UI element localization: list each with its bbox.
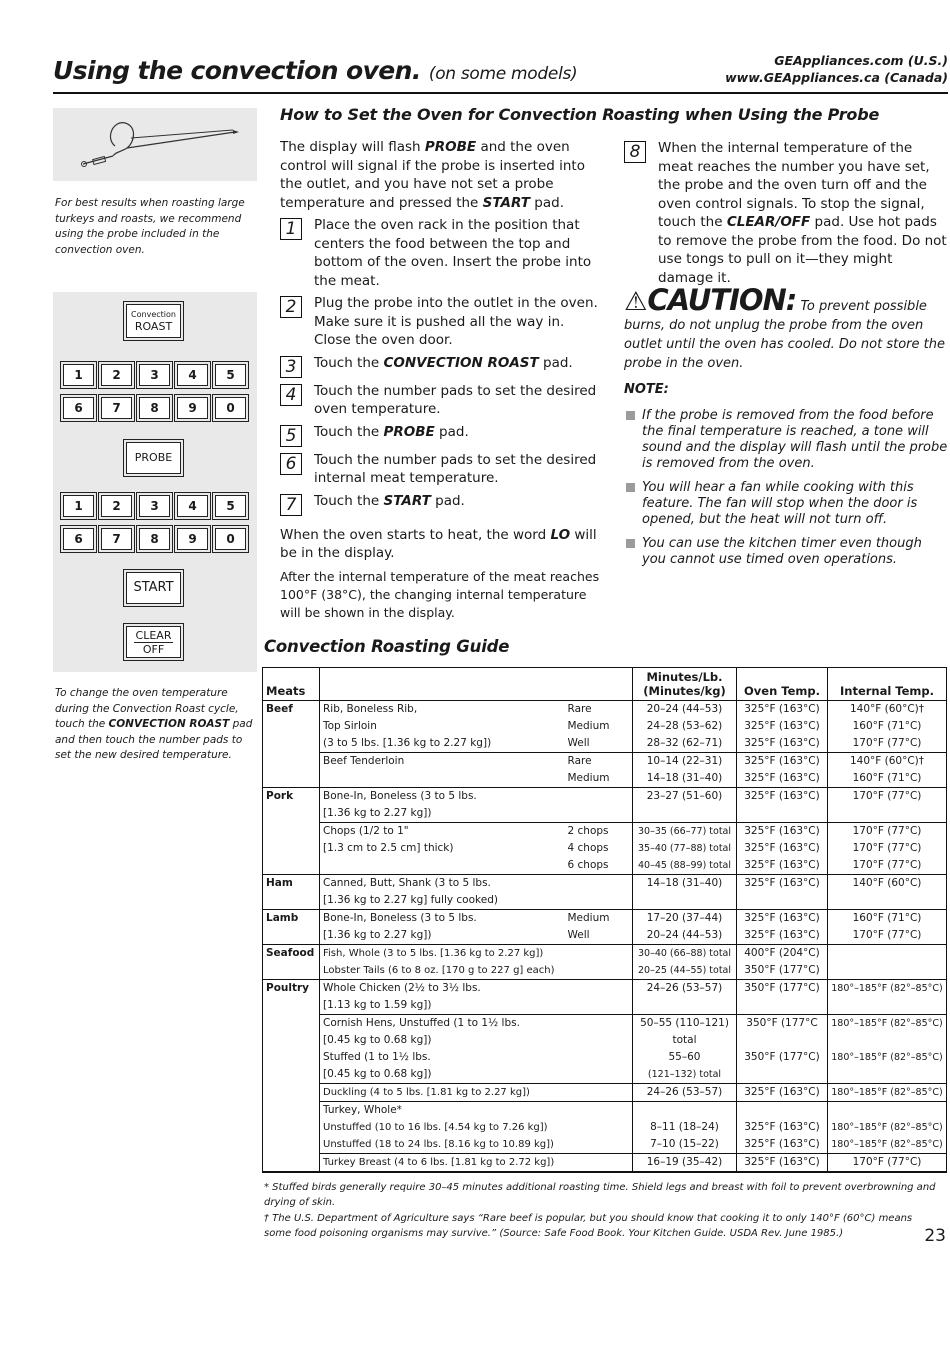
internal-temp-cell: 170°F (77°C) [828, 857, 947, 875]
internal-temp-cell: 180°–185°F (82°–85°C) [828, 1015, 947, 1033]
note-item: If the probe is removed from the food before the final temperature is reached, a tone will sound and the display will flash until the probe is removed from the oven. [624, 408, 948, 472]
oven-temp-cell: 325°F (163°C) [737, 927, 828, 945]
digit-key: 1 [63, 364, 94, 386]
doneness-cell: Medium [565, 718, 633, 735]
cut-cell: [1.13 kg to 1.59 kg]) [320, 997, 565, 1015]
minutes-cell: 14–18 (31–40) [633, 770, 737, 788]
bullet-square-icon [626, 411, 635, 420]
internal-temp-cell [828, 1066, 947, 1084]
table-row [263, 1136, 947, 1154]
oven-temp-cell [737, 1066, 828, 1084]
oven-temp-cell: 325°F (163°C) [737, 701, 828, 719]
digit-key: 8 [139, 528, 170, 550]
meat-cell [263, 718, 320, 735]
minutes-cell [633, 805, 737, 823]
step-number: 7 [280, 494, 302, 516]
after-paragraph: After the internal temperature of the meat reaches 100°F (38°C), the changing internal temperature will be shown in the display. [280, 568, 600, 620]
minutes-cell: 40–45 (88–99) total [633, 857, 737, 875]
digit-key: 3 [139, 495, 170, 517]
website-links [725, 52, 948, 86]
meat-cell [263, 1066, 320, 1084]
step-2: 2 Plug the probe into the outlet in the oven. Make sure it is pushed all the way in. Close the oven door. [280, 294, 605, 350]
meat-cell [263, 1136, 320, 1154]
minutes-cell: 17–20 (37–44) [633, 910, 737, 928]
minutes-cell: 35–40 (77–88) total [633, 840, 737, 857]
digit-key: 5 [215, 495, 246, 517]
caution-block [624, 283, 948, 373]
internal-temp-cell: 170°F (77°C) [828, 788, 947, 806]
step-6: 6 Touch the number pads to set the desired internal meat temperature. [280, 451, 605, 488]
doneness-cell: Medium [565, 910, 633, 928]
header-internal-temp: Internal Temp. [828, 668, 947, 701]
doneness-cell [565, 1032, 633, 1049]
cut-cell: Bone-In, Boneless (3 to 5 lbs. [320, 788, 565, 806]
doneness-cell: 6 chops [565, 857, 633, 875]
instructions-column-right [624, 139, 948, 568]
table-row [263, 753, 947, 771]
cut-cell: [1.36 kg to 2.27 kg] fully cooked) [320, 892, 565, 910]
page-number: 23 [924, 1226, 946, 1246]
internal-temp-cell: 160°F (71°C) [828, 770, 947, 788]
table-row [263, 910, 947, 928]
oven-temp-cell: 325°F (163°C) [737, 718, 828, 735]
doneness-cell: 4 chops [565, 840, 633, 857]
step-7: 7 Touch the START pad. [280, 492, 605, 516]
convection-roast-key-bottom: ROAST [134, 320, 173, 333]
internal-temp-cell [828, 1102, 947, 1120]
table-row [263, 718, 947, 735]
guide-title: Convection Roasting Guide [264, 637, 510, 656]
meat-cell [263, 1154, 320, 1173]
cut-cell [320, 857, 565, 875]
step-number: 1 [280, 218, 302, 240]
step-8: 8 When the internal temperature of the meat reaches the number you have set, the probe and the oven turn off and the oven control signals. To stop the signal, touch the CLEAR/OFF pad. Use hot pads to remove the probe from the food. Do not use tongs to pull on it—they might damage it. [624, 139, 948, 287]
oven-temp-cell: 400°F (204°C) [737, 945, 828, 963]
table-row [263, 1154, 947, 1173]
doneness-cell [565, 892, 633, 910]
internal-temp-cell [828, 962, 947, 980]
cut-cell: Lobster Tails (6 to 8 oz. [170 g to 227 g] each) [320, 962, 565, 980]
control-panel-illustration [53, 292, 257, 672]
header-blank [320, 668, 633, 701]
internal-temp-cell: 180°–185°F (82°–85°C) [828, 1084, 947, 1102]
table-row [263, 770, 947, 788]
doneness-cell: 2 chops [565, 823, 633, 841]
internal-temp-cell: 180°–185°F (82°–85°C) [828, 1136, 947, 1154]
page-title: Using the convection oven. (on some models) [53, 56, 578, 85]
doneness-cell [565, 805, 633, 823]
meat-cell [263, 962, 320, 980]
table-row [263, 1084, 947, 1102]
internal-temp-cell [828, 805, 947, 823]
cut-cell: [1.36 kg to 2.27 kg]) [320, 805, 565, 823]
internal-temp-cell [828, 892, 947, 910]
minutes-cell: 20–24 (44–53) [633, 701, 737, 719]
bullet-square-icon [626, 483, 635, 492]
minutes-cell: (121–132) total [633, 1066, 737, 1084]
table-row [263, 1066, 947, 1084]
cut-cell: Chops (1/2 to 1" [320, 823, 565, 841]
meat-cell: Beef [263, 701, 320, 719]
cut-cell [320, 770, 565, 788]
table-row [263, 980, 947, 998]
doneness-cell [565, 997, 633, 1015]
minutes-cell: 55–60 [633, 1049, 737, 1066]
site-canada: www.GEAppliances.ca (Canada) [725, 70, 948, 85]
meat-cell [263, 927, 320, 945]
oven-temp-cell [737, 1032, 828, 1049]
meat-cell: Lamb [263, 910, 320, 928]
cut-cell: Beef Tenderloin [320, 753, 565, 771]
internal-temp-cell: 160°F (71°C) [828, 718, 947, 735]
oven-temp-cell: 325°F (163°C) [737, 840, 828, 857]
digit-key: 0 [215, 397, 246, 419]
lo-paragraph: When the oven starts to heat, the word LO will be in the display. [280, 526, 597, 561]
digit-key: 4 [177, 364, 208, 386]
meat-cell [263, 770, 320, 788]
doneness-cell [565, 1066, 633, 1084]
internal-temp-cell: 170°F (77°C) [828, 1154, 947, 1173]
step-number: 2 [280, 296, 302, 318]
doneness-cell [565, 788, 633, 806]
digit-key: 8 [139, 397, 170, 419]
table-row [263, 892, 947, 910]
digit-key: 6 [63, 397, 94, 419]
minutes-cell: 8–11 (18–24) [633, 1119, 737, 1136]
digit-key: 9 [177, 397, 208, 419]
cut-cell: Unstuffed (10 to 16 lbs. [4.54 kg to 7.26 kg]) [320, 1119, 565, 1136]
meat-cell [263, 857, 320, 875]
minutes-cell: 24–26 (53–57) [633, 980, 737, 998]
section-heading: How to Set the Oven for Convection Roasting when Using the Probe [280, 105, 880, 124]
meat-cell [263, 1049, 320, 1066]
digit-key: 9 [177, 528, 208, 550]
step-1: 1 Place the oven rack in the position that centers the food between the top and bottom of the oven. Insert the probe into the meat. [280, 216, 605, 290]
table-row [263, 997, 947, 1015]
meat-cell [263, 735, 320, 753]
meat-cell: Pork [263, 788, 320, 806]
off-key-label: OFF [142, 642, 165, 656]
doneness-cell [565, 875, 633, 893]
meat-cell [263, 1015, 320, 1033]
internal-temp-cell [828, 1032, 947, 1049]
table-row [263, 1102, 947, 1120]
cut-cell: Duckling (4 to 5 lbs. [1.81 kg to 2.27 kg]) [320, 1084, 565, 1102]
table-row [263, 805, 947, 823]
page-header [53, 50, 948, 94]
minutes-cell: 20–24 (44–53) [633, 927, 737, 945]
minutes-cell: 24–26 (53–57) [633, 1084, 737, 1102]
meat-cell [263, 1119, 320, 1136]
cut-cell: [1.36 kg to 2.27 kg]) [320, 927, 565, 945]
table-row [263, 1119, 947, 1136]
table-row [263, 1015, 947, 1033]
minutes-cell: 23–27 (51–60) [633, 788, 737, 806]
digit-key: 7 [101, 528, 132, 550]
warning-icon: ⚠ [624, 287, 648, 317]
step-4: 4 Touch the number pads to set the desired oven temperature. [280, 382, 605, 419]
doneness-cell [565, 980, 633, 998]
oven-temp-cell: 350°F (177°C [737, 1015, 828, 1033]
minutes-cell: 24–28 (53–62) [633, 718, 737, 735]
clear-off-key [126, 626, 181, 658]
step-number: 6 [280, 453, 302, 475]
step-number: 8 [624, 141, 646, 163]
digit-key: 4 [177, 495, 208, 517]
note-item: You can use the kitchen timer even though you cannot use timed oven operations. [624, 536, 948, 568]
footnote-dagger: † The U.S. Department of Agriculture says “Rare beef is popular, but you should know that cooking it to only 140°F (60°C) means some food poisoning organisms may survive.” (Source: Safe Food Book. Your Kitchen Guide. USDA Rev. June 1985.) [264, 1213, 913, 1239]
table-row [263, 1049, 947, 1066]
oven-temp-cell: 325°F (163°C) [737, 910, 828, 928]
cut-cell: [0.45 kg to 0.68 kg]) [320, 1032, 565, 1049]
minutes-cell: 10–14 (22–31) [633, 753, 737, 771]
step-5: 5 Touch the PROBE pad. [280, 423, 605, 447]
oven-temp-cell: 350°F (177°C) [737, 980, 828, 998]
minutes-cell: 7–10 (15–22) [633, 1136, 737, 1154]
doneness-cell: Rare [565, 701, 633, 719]
digit-key: 6 [63, 528, 94, 550]
internal-temp-cell: 170°F (77°C) [828, 927, 947, 945]
table-row [263, 840, 947, 857]
header-minutes: Minutes/Lb. (Minutes/kg) [633, 668, 737, 701]
cut-cell: Stuffed (1 to 1½ lbs. [320, 1049, 565, 1066]
table-row [263, 945, 947, 963]
minutes-cell [633, 892, 737, 910]
internal-temp-cell: 180°–185°F (82°–85°C) [828, 1049, 947, 1066]
doneness-cell [565, 945, 633, 963]
cut-cell: Fish, Whole (3 to 5 lbs. [1.36 kg to 2.27 kg]) [320, 945, 565, 963]
site-us: GEAppliances.com (U.S.) [774, 53, 948, 68]
minutes-cell: 30–40 (66–88) total [633, 945, 737, 963]
table-row [263, 701, 947, 719]
doneness-cell [565, 1136, 633, 1154]
minutes-cell: 14–18 (31–40) [633, 875, 737, 893]
meat-cell [263, 1032, 320, 1049]
roasting-guide-table [262, 667, 947, 1173]
oven-temp-cell: 325°F (163°C) [737, 1119, 828, 1136]
table-row [263, 788, 947, 806]
table-row [263, 735, 947, 753]
cut-cell: Rib, Boneless Rib, [320, 701, 565, 719]
convection-roast-key [126, 304, 181, 338]
oven-temp-cell: 325°F (163°C) [737, 875, 828, 893]
internal-temp-cell: 180°–185°F (82°–85°C) [828, 980, 947, 998]
header-meats: Meats [263, 668, 320, 701]
table-row [263, 962, 947, 980]
meat-cell [263, 805, 320, 823]
doneness-cell [565, 1102, 633, 1120]
internal-temp-cell: 160°F (71°C) [828, 910, 947, 928]
oven-temp-cell: 325°F (163°C) [737, 1136, 828, 1154]
table-row [263, 875, 947, 893]
meat-cell [263, 1084, 320, 1102]
cut-cell: Unstuffed (18 to 24 lbs. [8.16 kg to 10.89 kg]) [320, 1136, 565, 1154]
minutes-cell: 16–19 (35–42) [633, 1154, 737, 1173]
minutes-cell: total [633, 1032, 737, 1049]
oven-temp-cell: 325°F (163°C) [737, 788, 828, 806]
minutes-cell: 50–55 (110–121) [633, 1015, 737, 1033]
internal-temp-cell: 140°F (60°C)† [828, 701, 947, 719]
table-row [263, 927, 947, 945]
meat-cell [263, 823, 320, 841]
cut-cell: Turkey, Whole* [320, 1102, 565, 1120]
digit-key: 2 [101, 364, 132, 386]
oven-temp-cell [737, 1102, 828, 1120]
start-key: START [126, 572, 181, 604]
table-row [263, 1032, 947, 1049]
minutes-cell [633, 997, 737, 1015]
doneness-cell: Well [565, 927, 633, 945]
oven-temp-cell: 325°F (163°C) [737, 1154, 828, 1173]
panel-caption: To change the oven temperature during the Convection Roast cycle, touch the CONVECTION ROAST pad and then touch the number pads to set the new desired temperature. [55, 687, 253, 761]
oven-temp-cell: 325°F (163°C) [737, 823, 828, 841]
page-subtitle: (on some models) [428, 64, 578, 84]
oven-temp-cell: 325°F (163°C) [737, 1084, 828, 1102]
step-number: 5 [280, 425, 302, 447]
cut-cell: (3 to 5 lbs. [1.36 kg to 2.27 kg]) [320, 735, 565, 753]
internal-temp-cell: 170°F (77°C) [828, 840, 947, 857]
step-number: 3 [280, 356, 302, 378]
footnote-star: * Stuffed birds generally require 30–45 minutes additional roasting time. Shield legs and breast with foil to prevent overbrowning and drying of skin. [264, 1182, 936, 1208]
digit-key: 7 [101, 397, 132, 419]
cut-cell: Turkey Breast (4 to 6 lbs. [1.81 kg to 2.72 kg]) [320, 1154, 565, 1173]
caution-title: CAUTION: [647, 283, 797, 317]
digit-key: 2 [101, 495, 132, 517]
digit-key: 1 [63, 495, 94, 517]
oven-temp-cell [737, 997, 828, 1015]
minutes-cell: 20–25 (44–55) total [633, 962, 737, 980]
doneness-cell [565, 1015, 633, 1033]
internal-temp-cell [828, 945, 947, 963]
oven-temp-cell [737, 805, 828, 823]
doneness-cell: Well [565, 735, 633, 753]
internal-temp-cell: 140°F (60°C) [828, 875, 947, 893]
convection-roast-key-top: Convection [131, 310, 176, 319]
doneness-cell [565, 1049, 633, 1066]
meat-cell [263, 840, 320, 857]
cut-cell: [1.3 cm to 2.5 cm] thick) [320, 840, 565, 857]
digit-key: 0 [215, 528, 246, 550]
doneness-cell: Rare [565, 753, 633, 771]
meat-cell [263, 997, 320, 1015]
cut-cell: Whole Chicken (2½ to 3½ lbs. [320, 980, 565, 998]
step-number: 4 [280, 384, 302, 406]
table-row [263, 857, 947, 875]
oven-temp-cell: 325°F (163°C) [737, 753, 828, 771]
cut-cell: Canned, Butt, Shank (3 to 5 lbs. [320, 875, 565, 893]
oven-temp-cell: 325°F (163°C) [737, 857, 828, 875]
intro-paragraph: The display will flash PROBE and the oven control will signal if the probe is inserted into the outlet, and you have not set a probe temperature and pressed the START pad. [280, 139, 585, 211]
doneness-cell: Medium [565, 770, 633, 788]
instructions-column-left [280, 138, 605, 622]
oven-temp-cell: 350°F (177°C) [737, 962, 828, 980]
table-header-row [263, 668, 947, 701]
internal-temp-cell: 170°F (77°C) [828, 735, 947, 753]
internal-temp-cell [828, 997, 947, 1015]
cut-cell: Bone-In, Boneless (3 to 5 lbs. [320, 910, 565, 928]
probe-illustration [53, 108, 257, 181]
note-label: NOTE: [624, 382, 669, 397]
bullet-square-icon [626, 539, 635, 548]
caution-text: To prevent possible burns, do not unplug the probe from the oven outlet until the oven has cooled. Do not store the probe in the oven. [624, 299, 945, 371]
meat-cell [263, 753, 320, 771]
oven-temp-cell: 325°F (163°C) [737, 735, 828, 753]
minutes-cell: 30–35 (66–77) total [633, 823, 737, 841]
probe-key: PROBE [126, 442, 181, 474]
minutes-cell: 28–32 (62–71) [633, 735, 737, 753]
meat-cell [263, 892, 320, 910]
digit-key: 5 [215, 364, 246, 386]
cut-cell: Cornish Hens, Unstuffed (1 to 1½ lbs. [320, 1015, 565, 1033]
oven-temp-cell: 325°F (163°C) [737, 770, 828, 788]
meat-cell: Seafood [263, 945, 320, 963]
doneness-cell [565, 1154, 633, 1173]
header-oven-temp: Oven Temp. [737, 668, 828, 701]
meat-cell [263, 1102, 320, 1120]
clear-key-label: CLEAR [135, 628, 172, 642]
doneness-cell [565, 1119, 633, 1136]
internal-temp-cell: 140°F (60°C)† [828, 753, 947, 771]
internal-temp-cell: 170°F (77°C) [828, 823, 947, 841]
probe-caption: For best results when roasting large turkeys and roasts, we recommend using the probe included in the convection oven. [55, 197, 245, 256]
meat-cell: Ham [263, 875, 320, 893]
cut-cell: Top Sirloin [320, 718, 565, 735]
oven-temp-cell: 350°F (177°C) [737, 1049, 828, 1066]
cut-cell: [0.45 kg to 0.68 kg]) [320, 1066, 565, 1084]
probe-icon [53, 108, 257, 181]
doneness-cell [565, 1084, 633, 1102]
oven-temp-cell [737, 892, 828, 910]
note-item: You will hear a fan while cooking with this feature. The fan will stop when the door is opened, but the heat will not turn off. [624, 480, 948, 528]
doneness-cell [565, 962, 633, 980]
digit-key: 3 [139, 364, 170, 386]
minutes-cell [633, 1102, 737, 1120]
meat-cell: Poultry [263, 980, 320, 998]
internal-temp-cell: 180°–185°F (82°–85°C) [828, 1119, 947, 1136]
table-row [263, 823, 947, 841]
step-3: 3 Touch the CONVECTION ROAST pad. [280, 354, 605, 378]
